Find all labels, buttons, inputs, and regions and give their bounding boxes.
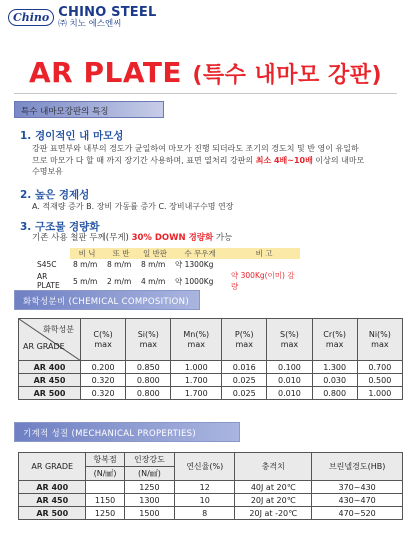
point-1-line-2: 므로 마모가 다 할 때 까지 장기간 사용하며, 표면 열처리 강판의 최소 4배~10배 이상의 내마모: [32, 155, 365, 165]
mech-header-grade: AR GRADE: [19, 453, 86, 481]
compare-header: 비 고: [228, 248, 300, 259]
chemical-section-label: 화학성분비 (CHEMICAL COMPOSITION): [14, 290, 200, 310]
grade-cell: AR 400: [19, 481, 86, 494]
chem-header-s: S(%) max: [267, 319, 312, 361]
table-cell: 1300: [124, 494, 174, 507]
compare-cell: AR PLATE: [37, 272, 60, 290]
table-cell: 0.700: [357, 361, 402, 374]
chemical-corner-header: [19, 319, 81, 361]
mech-header-hardness: 브린넬경도(HB): [312, 453, 403, 481]
table-cell: 430~470: [312, 494, 403, 507]
point-2-heading: 2. 높은 경제성: [20, 189, 90, 201]
grade-cell: AR 450: [19, 494, 86, 507]
table-cell: 0.025: [222, 387, 267, 400]
weight-comparison-table: [34, 248, 300, 292]
point-3-highlight: 30% DOWN 경량화: [131, 233, 214, 243]
table-cell: 0.800: [126, 387, 171, 400]
compare-header: 수 무우게: [172, 248, 228, 259]
compare-header: 또 반: [104, 248, 138, 259]
table-cell: 8: [175, 507, 235, 520]
chemical-composition-table: [18, 318, 403, 400]
table-cell: 1.000: [171, 361, 222, 374]
compare-cell: 5 m/m: [73, 276, 98, 286]
compare-cell: 약 300Kg(이미) 감량: [231, 271, 295, 291]
chem-header-ni: Ni(%) max: [357, 319, 402, 361]
point-3-body: 기존 사용 철판 두께(무게) 30% DOWN 경량화 가능: [32, 233, 233, 243]
compare-cell: 4 m/m: [141, 276, 166, 286]
table-cell: 1250: [124, 481, 174, 494]
logo-korean-name: ㈜ 치노 에스엔씨: [58, 19, 122, 29]
features-section-label: 특수 내마모강판의 특징: [14, 101, 164, 118]
compare-cell: S45C: [37, 260, 57, 269]
point-2-body: A. 적재량 증가 B. 장비 가동률 증가 C. 장비내구수명 연장: [32, 202, 234, 211]
compare-cell: 약 1300Kg: [175, 260, 214, 269]
mech-header-yield-unit: (N/㎟): [86, 467, 124, 481]
table-row: [19, 374, 403, 387]
table-cell: 0.100: [267, 361, 312, 374]
table-row: [19, 494, 403, 507]
table-cell: 0.010: [267, 374, 312, 387]
point-1-highlight: 최소 4배~10배: [255, 155, 313, 165]
table-cell: 470~520: [312, 507, 403, 520]
table-cell: 40J at 20℃: [235, 481, 312, 494]
table-cell: 12: [175, 481, 235, 494]
compare-cell: 8 m/m: [73, 260, 98, 269]
point-1-line-3: 수명보유: [32, 167, 63, 176]
table-cell: 0.010: [267, 387, 312, 400]
compare-header: 일 반판: [138, 248, 172, 259]
grade-cell: AR 500: [19, 387, 81, 400]
table-row: [19, 481, 403, 494]
point-1-heading: 1. 경이적인 내 마모성: [20, 130, 124, 142]
mech-header-tensile-unit: (N/㎟): [124, 467, 174, 481]
table-cell: 1.300: [312, 361, 357, 374]
table-cell: 370~430: [312, 481, 403, 494]
mech-header-impact: 충격치: [235, 453, 312, 481]
page-title: [0, 56, 411, 89]
table-cell: 1.000: [357, 387, 402, 400]
grade-cell: AR 450: [19, 374, 81, 387]
table-cell: 1.700: [171, 387, 222, 400]
table-cell: 0.320: [81, 374, 126, 387]
compare-header-blank: [34, 248, 70, 259]
table-cell: 1500: [124, 507, 174, 520]
point-1-line-1: 강판 표면부와 내부의 경도가 균일하여 마모가 진행 되더라도 조기의 경도치 및 반 영이 유일하: [32, 144, 359, 153]
table-cell: 20J at -20℃: [235, 507, 312, 520]
mech-header-tensile: 인장강도: [124, 453, 174, 467]
grade-cell: AR 500: [19, 507, 86, 520]
table-cell: 0.030: [312, 374, 357, 387]
compare-cell: 8 m/m: [107, 260, 132, 269]
title-divider: [14, 93, 397, 94]
point-1-body: [32, 143, 402, 178]
table-cell: 1150: [86, 494, 124, 507]
corner-top-label: 화학성분: [43, 325, 74, 334]
mech-header-elongation: 연신율(%): [175, 453, 235, 481]
table-cell: [86, 481, 124, 494]
logo-badge: Chino: [8, 9, 54, 26]
table-cell: 0.025: [222, 374, 267, 387]
table-cell: 20J at 20℃: [235, 494, 312, 507]
compare-cell: [228, 259, 300, 270]
table-cell: 0.800: [126, 374, 171, 387]
mechanical-properties-table: [18, 452, 403, 520]
mechanical-section-label: 기계적 성질 (MECHANICAL PROPERTIES): [14, 422, 240, 442]
table-row: [19, 387, 403, 400]
table-cell: 0.016: [222, 361, 267, 374]
compare-row: [34, 270, 300, 292]
table-row: [19, 361, 403, 374]
compare-cell: 8 m/m: [141, 260, 166, 269]
grade-cell: AR 400: [19, 361, 81, 374]
table-cell: 0.500: [357, 374, 402, 387]
chem-header-si: Si(%) max: [126, 319, 171, 361]
title-sub: (특수 내마모 강판): [192, 63, 383, 88]
table-cell: 0.800: [312, 387, 357, 400]
chem-header-cr: Cr(%) max: [312, 319, 357, 361]
compare-row: [34, 259, 300, 270]
mech-header-yield: 항복점: [86, 453, 124, 467]
compare-cell: 약 1000Kg: [175, 276, 214, 286]
point-3-heading: 3. 구조물 경량화: [20, 221, 100, 233]
logo-english-name: CHINO STEEL: [58, 5, 157, 20]
table-row: [19, 507, 403, 520]
table-cell: 1250: [86, 507, 124, 520]
title-main: AR PLATE: [28, 56, 183, 89]
table-cell: 0.850: [126, 361, 171, 374]
corner-bottom-label: AR GRADE: [23, 342, 65, 351]
table-cell: 0.200: [81, 361, 126, 374]
table-cell: 10: [175, 494, 235, 507]
chem-header-p: P(%) max: [222, 319, 267, 361]
table-cell: 0.320: [81, 387, 126, 400]
table-cell: 1.700: [171, 374, 222, 387]
compare-cell: 2 m/m: [107, 276, 132, 286]
chem-header-mn: Mn(%) max: [171, 319, 222, 361]
chem-header-c: C(%) max: [81, 319, 126, 361]
compare-header: 비 닉: [70, 248, 104, 259]
company-logo: [8, 6, 156, 29]
